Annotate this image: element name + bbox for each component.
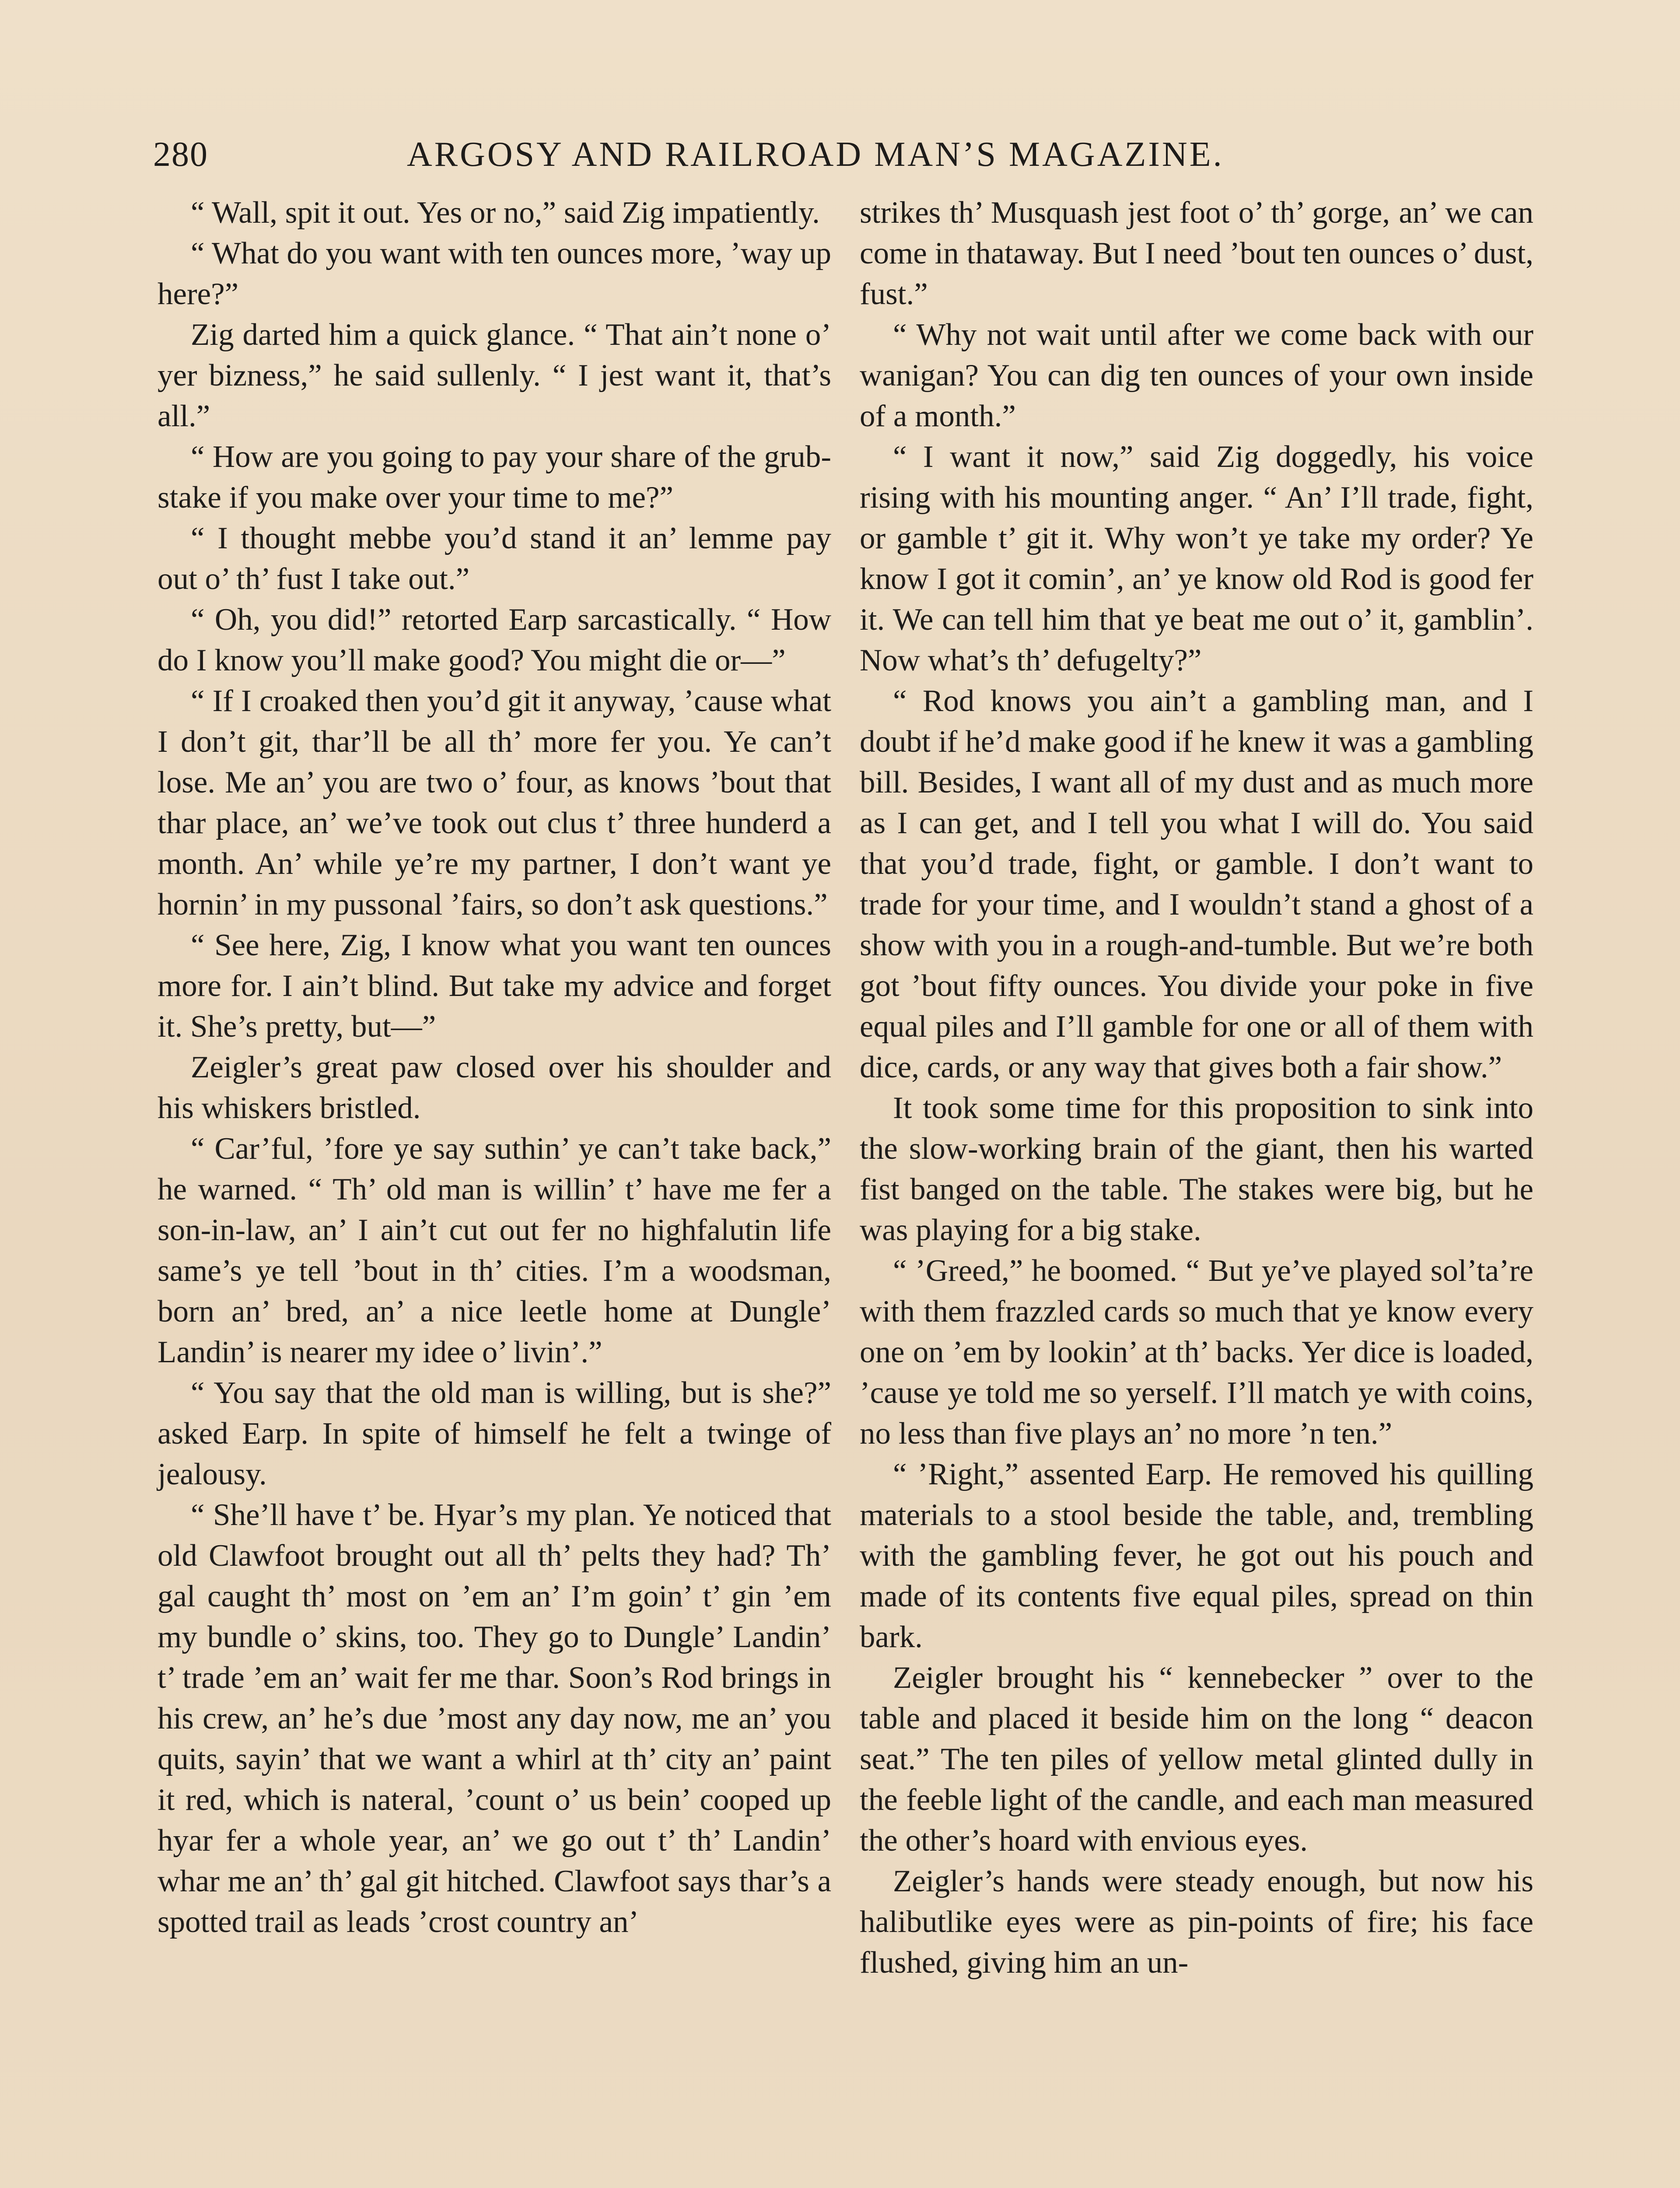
- paragraph: “ Wall, spit it out. Yes or no,” said Zig impatiently.: [191, 196, 820, 230]
- paragraph-continued: strikes th’ Musquash jest foot o’ th’ gorge, an’ we can come in thataway. But I need ’bout ten ounces o’ dust, fust.”: [860, 196, 1533, 311]
- paragraph: “ I want it now,” said Zig doggedly, his voice rising with his mounting anger. “ An’ I’ll trade, fight, or gamble t’ git it. Why won’t ye take my order? Ye know I got it comin’, an’ ye know old Rod is good fer it. We can tell him that ye beat me out o’ it, gamblin’. Now what’s th’ defugelty?”: [860, 440, 1533, 677]
- paragraph: “ You say that the old man is willing, but is she?” asked Earp. In spite of himself he felt a twinge of jealousy.: [158, 1376, 831, 1491]
- paragraph: “ I thought mebbe you’d stand it an’ lemme pay out o’ th’ fust I take out.”: [158, 521, 831, 596]
- paragraph: “ What do you want with ten ounces more, ’way up here?”: [158, 236, 831, 311]
- paragraph: Zeigler brought his “ kennebecker ” over to the table and placed it beside him on the long “ deacon seat.” The ten piles of yellow metal glinted dully in the feeble light of the candle, and each man measured the other’s hoard with envious eyes.: [860, 1661, 1533, 1858]
- page-number: 280: [153, 135, 208, 174]
- paragraph: “ ’Right,” assented Earp. He removed his quilling materials to a stool beside the table, and, trembling with the gambling fever, he got out his pouch and made of its contents five equal piles, spread on thin bark.: [860, 1457, 1533, 1654]
- right-column: [860, 193, 1533, 1983]
- paragraph: Zeigler’s hands were steady enough, but now his halibutlike eyes were as pin-points of fire; his face flushed, giving him an un-: [860, 1864, 1533, 1980]
- page-header: [153, 127, 1527, 179]
- paragraph: “ See here, Zig, I know what you want ten ounces more for. I ain’t blind. But take my advice and forget it. She’s pretty, but—”: [158, 928, 831, 1044]
- left-column: [158, 193, 831, 1943]
- paragraph: It took some time for this proposition to sink into the slow-working brain of the giant, then his warted fist banged on the table. The stakes were big, but he was playing for a big stake.: [860, 1091, 1533, 1247]
- paragraph: “ ’Greed,” he boomed. “ But ye’ve played sol’ta’re with them frazzled cards so much that ye know every one on ’em by lookin’ at th’ backs. Yer dice is loaded, ’cause ye told me so yerself. I’ll match ye with coins, no less than five plays an’ no more ’n ten.”: [860, 1254, 1533, 1451]
- running-title: ARGOSY AND RAILROAD MAN’S MAGAZINE.: [407, 135, 1224, 174]
- paragraph: “ Why not wait until after we come back with our wanigan? You can dig ten ounces of your own inside of a month.”: [860, 318, 1533, 433]
- paragraph: “ She’ll have t’ be. Hyar’s my plan. Ye noticed that old Clawfoot brought out all th’ pelts they had? Th’ gal caught th’ most on ’em an’ I’m goin’ t’ gin ’em my bundle o’ skins, too. They go to Dungle’ Landin’ t’ trade ’em an’ wait fer me thar. Soon’s Rod brings in his crew, an’ he’s due ’most any day now, me an’ you quits, sayin’ that we want a whirl at th’ city an’ paint it red, which is nateral, ’count o’ us bein’ cooped up hyar fer a whole year, an’ we go out t’ th’ Landin’ whar me an’ th’ gal git hitched. Clawfoot says thar’s a spotted trail as leads ’crost country an’: [158, 1498, 831, 1939]
- paragraph: Zeigler’s great paw closed over his shoulder and his whiskers bristled.: [158, 1050, 831, 1125]
- paragraph: “ If I croaked then you’d git it anyway, ’cause what I don’t git, thar’ll be all th’ more fer you. Ye can’t lose. Me an’ you are two o’ four, as knows ’bout that thar place, an’ we’ve took out clus t’ three hunderd a month. An’ while ye’re my partner, I don’t want ye hornin’ in my pussonal ’fairs, so don’t ask questions.”: [158, 684, 831, 922]
- paragraph: “ Oh, you did!” retorted Earp sarcastically. “ How do I know you’ll make good? You might die or—”: [158, 603, 831, 677]
- paragraph: Zig darted him a quick glance. “ That ain’t none o’ yer bizness,” he said sullenly. “ I jest want it, that’s all.”: [158, 318, 831, 433]
- paragraph: “ How are you going to pay your share of the grub-stake if you make over your time to me?”: [158, 440, 831, 515]
- paragraph: “ Rod knows you ain’t a gambling man, and I doubt if he’d make good if he knew it was a gambling bill. Besides, I want all of my dust and as much more as I can get, and I tell you what I will do. You said that you’d trade, fight, or gamble. I don’t want to trade for your time, and I wouldn’t stand a ghost of a show with you in a rough-and-tumble. But we’re both got ’bout fifty ounces. You divide your poke in five equal piles and I’ll gamble for one or all of them with dice, cards, or any way that gives both a fair show.”: [860, 684, 1533, 1084]
- paragraph: “ Car’ful, ’fore ye say suthin’ ye can’t take back,” he warned. “ Th’ old man is willin’ t’ have me fer a son-in-law, an’ I ain’t cut out fer no highfalutin life same’s ye tell ’bout in th’ cities. I’m a woodsman, born an’ bred, an’ a nice leetle home at Dungle’ Landin’ is nearer my idee o’ livin’.”: [158, 1132, 831, 1369]
